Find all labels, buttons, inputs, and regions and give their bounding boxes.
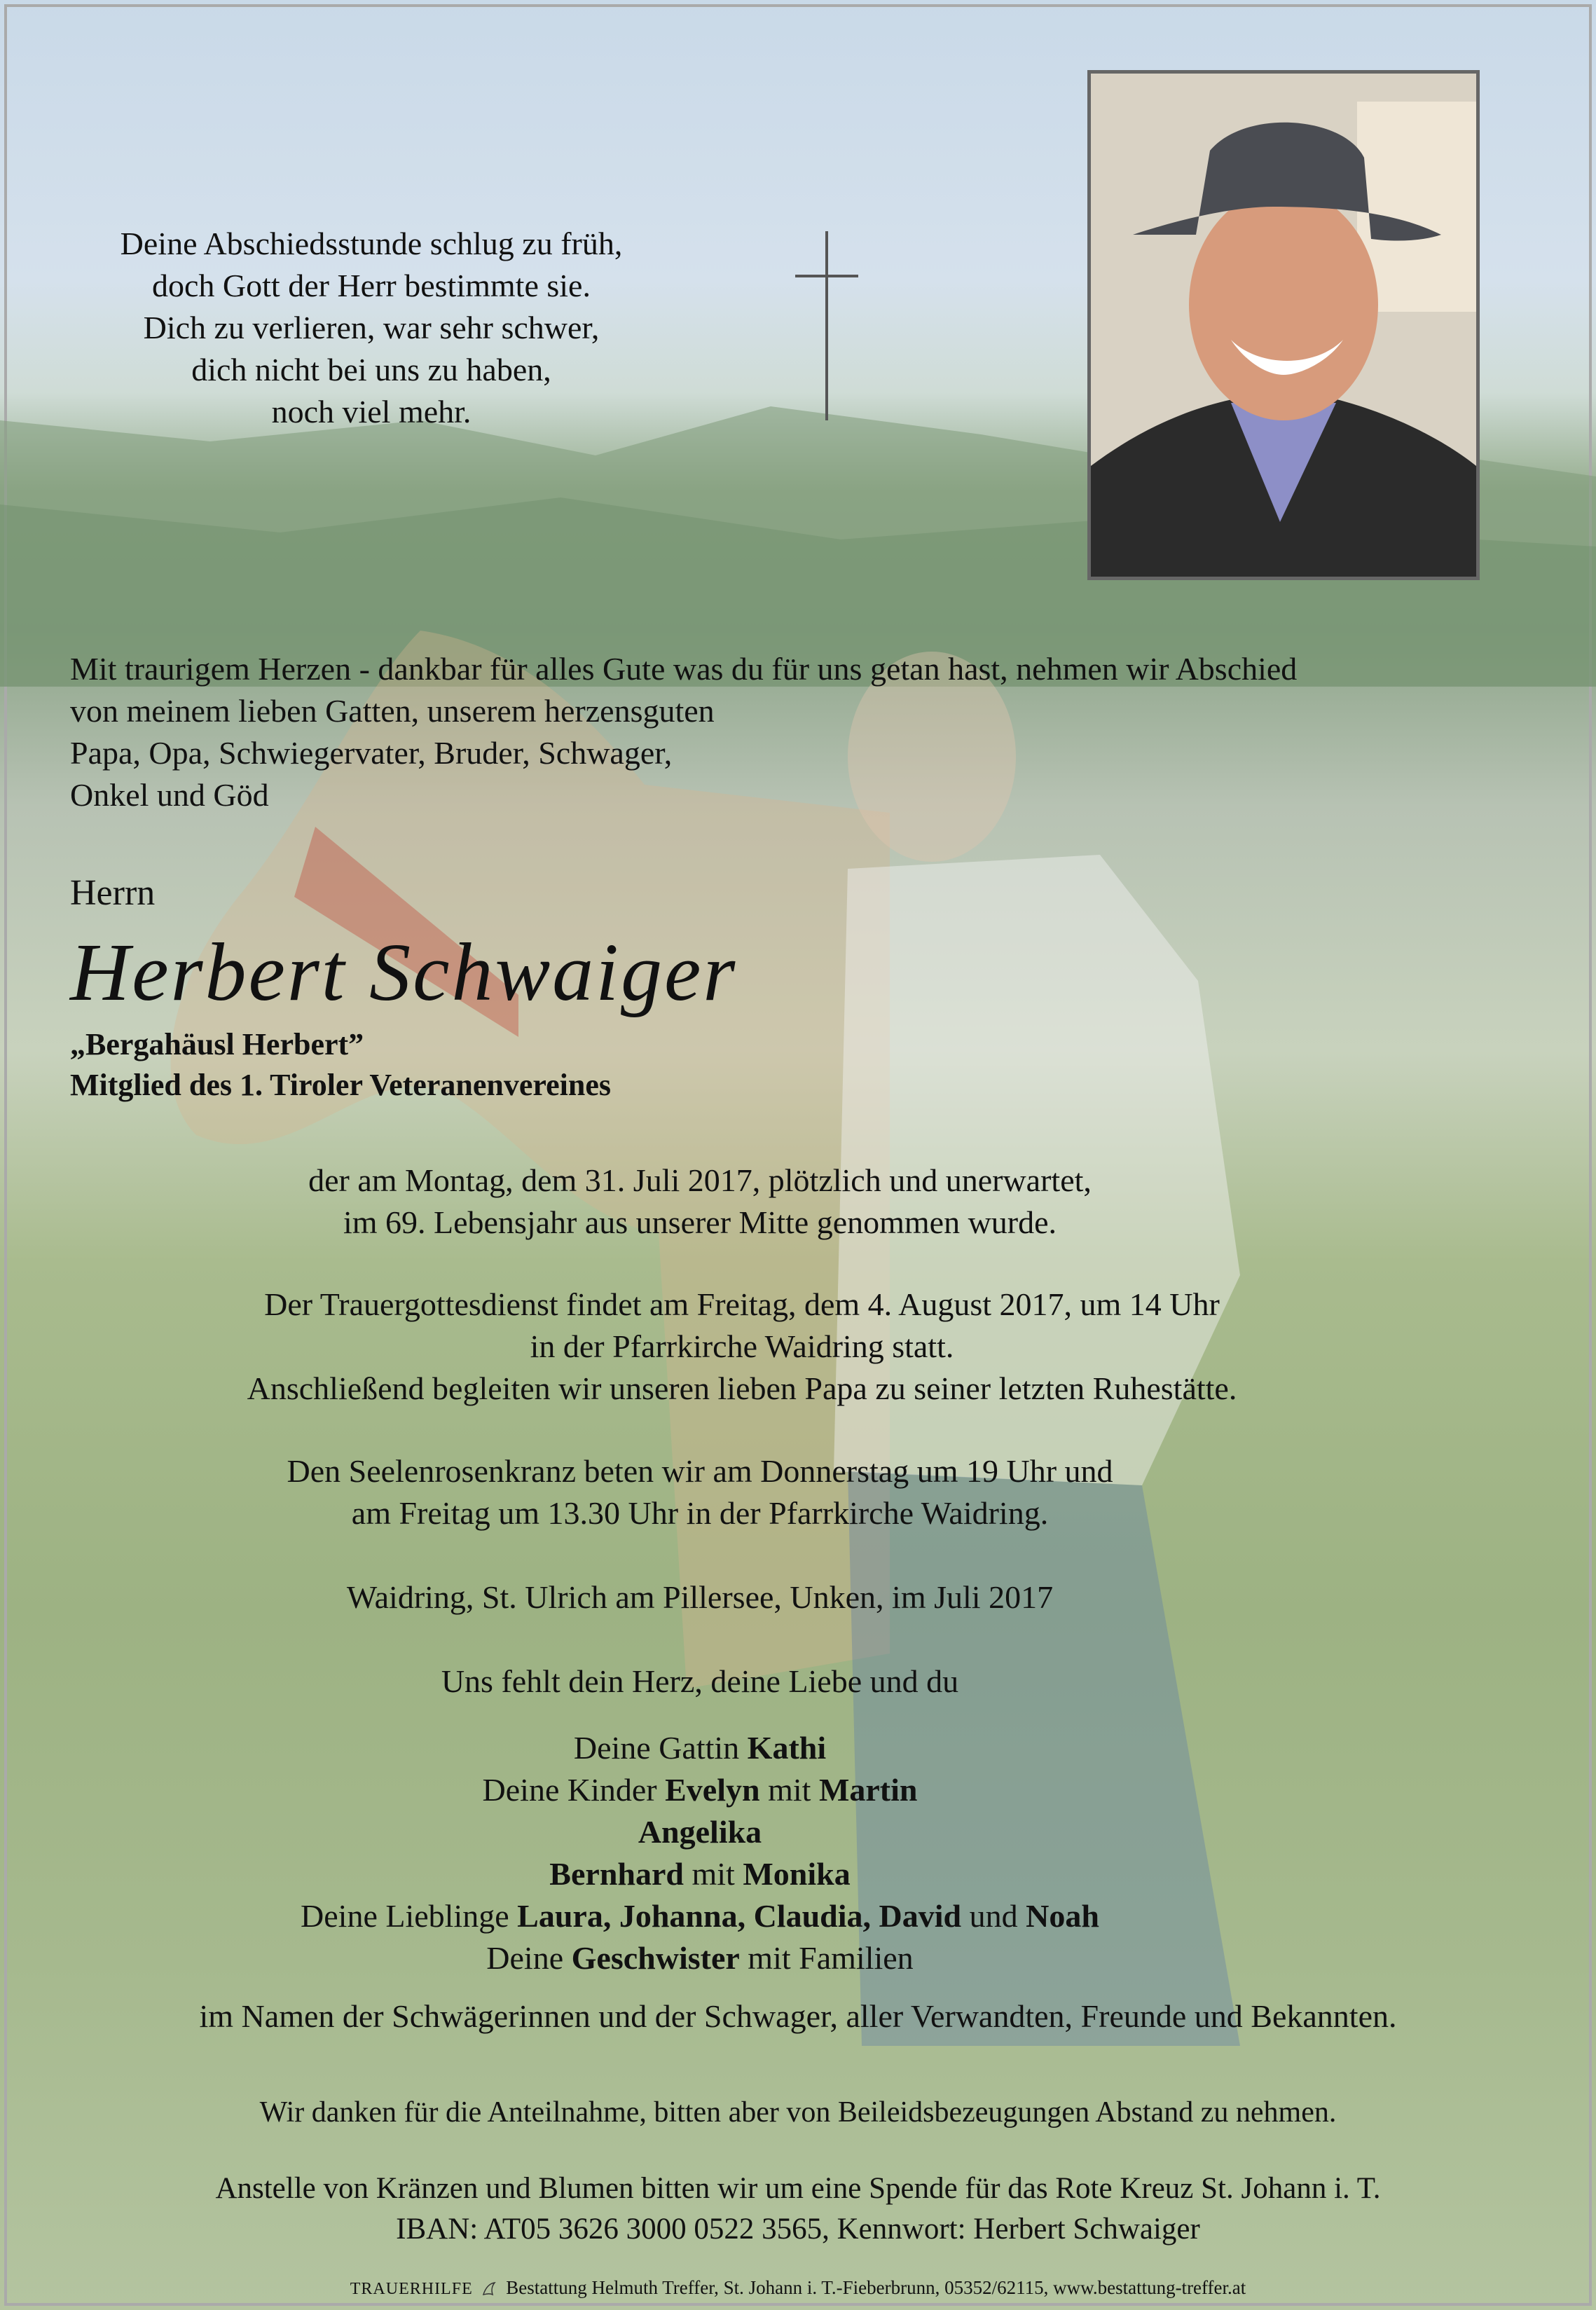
memorial-poem [42, 223, 701, 433]
family-name: Angelika [638, 1814, 762, 1850]
intro-text [70, 648, 1555, 816]
relatives-line: im Namen der Schwägerinnen und der Schwager, aller Verwandten, Freunde und Bekannten. [199, 1998, 1397, 2034]
dove-icon [481, 2281, 497, 2299]
death-line: der am Montag, dem 31. Juli 2017, plötzlich und unerwartet, [308, 1162, 1092, 1198]
donation-iban: IBAN: AT05 3626 3000 0522 3565, Kennwort: Herbert Schwaiger [396, 2213, 1200, 2246]
donation-notice [0, 2168, 1596, 2250]
poem-line: Deine Abschiedsstunde schlug zu früh, [120, 226, 623, 261]
family-name: Evelyn [665, 1772, 760, 1808]
thanks-line: Wir danken für die Anteilnahme, bitten aber von Beileidsbezeugungen Abstand zu nehmen. [259, 2096, 1337, 2129]
nickname: „Bergahäusl Herbert” [70, 1027, 364, 1061]
intro-line: von meinem lieben Gatten, unserem herzensguten [70, 693, 715, 729]
family-name: Laura, Johanna, Claudia, David [517, 1898, 962, 1934]
family-text: Deine Kinder [482, 1772, 666, 1808]
family-list [0, 1727, 1498, 1979]
family-name: Monika [743, 1856, 851, 1892]
portrait-photo [1087, 70, 1480, 580]
rosary-notice [0, 1450, 1498, 1534]
missing-line: Uns fehlt dein Herz, deine Liebe und du [441, 1663, 959, 1699]
family-text: Deine [486, 1940, 572, 1976]
mass-line: Der Trauergottesdienst findet am Freitag, dem 4. August 2017, um 14 Uhr [264, 1286, 1220, 1322]
family-name: Martin [818, 1772, 918, 1808]
family-line-spouse [0, 1727, 1498, 1769]
salutation: Herrn [70, 873, 156, 913]
rosary-line: am Freitag um 13.30 Uhr in der Pfarrkirche Waidring. [351, 1495, 1049, 1531]
family-line-child [0, 1853, 1498, 1895]
family-line-children [0, 1769, 1498, 1811]
funeral-mass [0, 1284, 1540, 1410]
family-text: mit [759, 1772, 819, 1808]
mass-line: Anschließend begleiten wir unseren lieben Papa zu seiner letzten Ruhestätte. [247, 1370, 1237, 1406]
mass-line: in der Pfarrkirche Waidring statt. [530, 1328, 954, 1364]
family-text: mit [683, 1856, 743, 1892]
footer-text: Bestattung Helmuth Treffer, St. Johann i. T.-Fieberbrunn, 05352/62115, www.bestattung-treffer.at [506, 2277, 1246, 2298]
intro-line: Mit traurigem Herzen - dankbar für alles Gute was du für uns getan hast, nehmen wir Abschied [70, 651, 1298, 687]
intro-line: Papa, Opa, Schwiegervater, Bruder, Schwager, [70, 735, 673, 771]
family-text: und [961, 1898, 1026, 1934]
poem-line: Dich zu verlieren, war sehr schwer, [143, 310, 600, 345]
cross-icon [778, 231, 876, 427]
intro-line: Onkel und Göd [70, 777, 269, 813]
poem-line: noch viel mehr. [271, 394, 472, 429]
family-text: Deine Lieblinge [301, 1898, 518, 1934]
footer [0, 2277, 1596, 2299]
family-text: Deine Gattin [573, 1730, 748, 1766]
deceased-name: Herbert Schwaiger [70, 926, 738, 1018]
family-name: Bernhard [549, 1856, 684, 1892]
place-date: Waidring, St. Ulrich am Pillersee, Unken, im Juli 2017 [346, 1579, 1054, 1615]
family-name: Kathi [747, 1730, 827, 1766]
donation-line: Anstelle von Kränzen und Blumen bitten wir um eine Spende für das Rote Kreuz St. Johann i. T. [215, 2172, 1381, 2205]
family-line-child [0, 1811, 1498, 1853]
family-name: Noah [1026, 1898, 1099, 1934]
nickname-block [70, 1024, 611, 1106]
family-line-grandchildren [0, 1895, 1498, 1937]
death-line: im 69. Lebensjahr aus unserer Mitte genommen wurde. [343, 1204, 1057, 1240]
portrait-illustration [1091, 74, 1476, 577]
poem-line: dich nicht bei uns zu haben, [191, 352, 551, 387]
family-text: mit Familien [739, 1940, 914, 1976]
footer-brand: TRAUERHILFE [350, 2280, 473, 2298]
family-name: Geschwister [571, 1940, 740, 1976]
poem-line: doch Gott der Herr bestimmte sie. [152, 268, 591, 303]
family-line-siblings [0, 1937, 1498, 1979]
death-notice [0, 1160, 1498, 1244]
rosary-line: Den Seelenrosenkranz beten wir am Donnerstag um 19 Uhr und [287, 1453, 1113, 1489]
membership: Mitglied des 1. Tiroler Veteranenvereines [70, 1068, 611, 1102]
